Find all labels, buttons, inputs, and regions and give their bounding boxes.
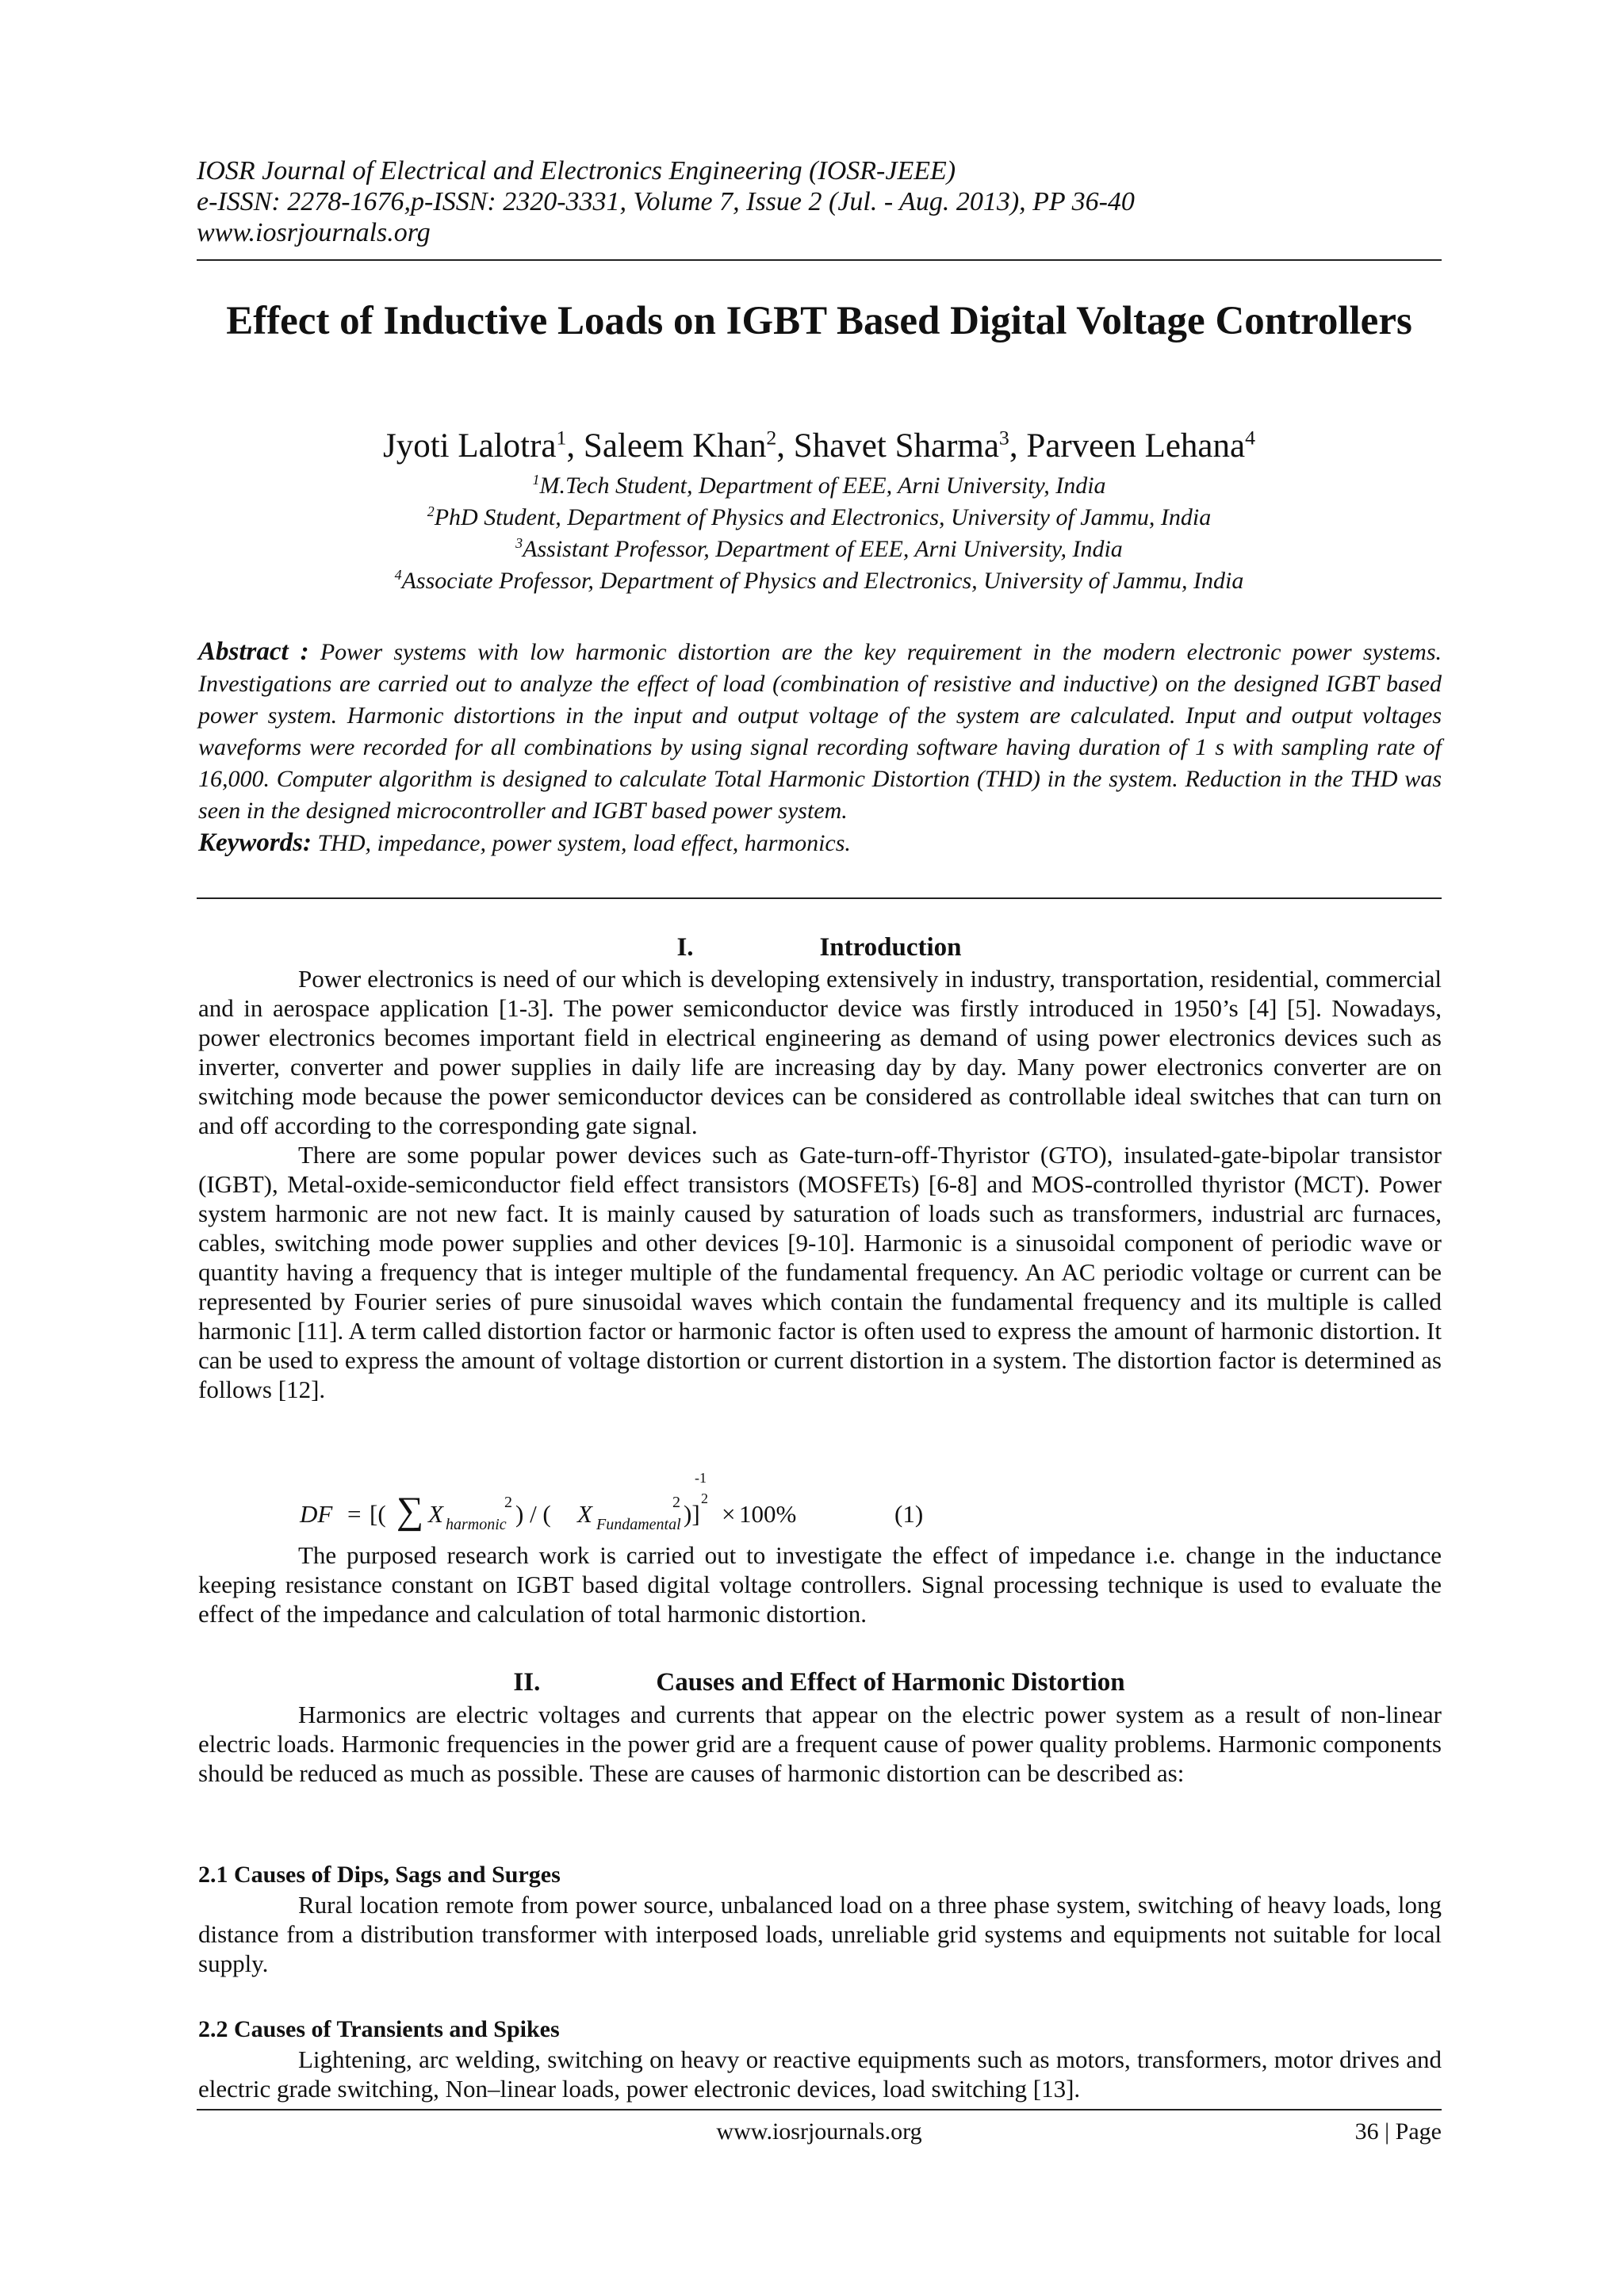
paragraph: Rural location remote from power source, unbalanced load on a three phase system, switching of heavy loads, long distance from a distribution transformer with interposed loads, unreliable grid systems and equipments not suitable for local supply. [198,1891,1442,1977]
subsection-heading-dips-sags-surges: 2.1 Causes of Dips, Sags and Surges [198,1862,561,1888]
section-title: Introduction [819,933,962,962]
author-mark: 2 [766,426,777,450]
eq-mid: ) / ( [515,1500,551,1528]
eq-var-harmonic: X [428,1500,443,1528]
eq-percent: 100% [739,1500,797,1528]
eq-sub-fundamental: Fundamental [596,1516,681,1533]
eq-times: × [722,1500,736,1528]
abstract-label: Abstract : [198,637,309,666]
author-name: Jyoti Lalotra [382,427,557,465]
page-footer [197,2115,1442,2150]
section-number: II. [513,1668,541,1697]
subsection-text-dips-sags-surges [198,1890,1442,1978]
eq-exp-denominator: 2 [701,1490,708,1506]
abstract-body [198,636,1442,827]
paper-title: Effect of Inductive Loads on IGBT Based Digital Voltage Controllers [226,299,1412,343]
keywords [198,827,1442,859]
subsection-text-transients-spikes [198,2045,1442,2103]
eq-lhs: DF [300,1500,333,1528]
affiliation-text: Associate Professor, Department of Physics and Electronics, University of Jammu, India [401,568,1244,594]
eq-sup-fundamental: 2 [672,1494,680,1511]
eq-sum-symbol: ∑ [396,1490,424,1532]
abstract-text: Power systems with low harmonic distortion are the key requirement in the modern electronic power systems. Investigations are carried out to analyze the effect of load (combination of resistive and inductive) on the designed IGBT based power system. Harmonic distortions in the input and output voltage of the system are calculated. Input and output voltages waveforms were recorded for all combinations by using signal recording software having duration of 1 s with sampling rate of 16,000. Computer algorithm is designed to calculate Total Harmonic Distortion (THD) in the system. Reduction in the THD was seen in the designed microcontroller and IGBT based power system. [198,639,1442,824]
introduction-text [198,964,1442,1404]
author-mark: 3 [998,426,1009,450]
keywords-label: Keywords: [198,828,312,857]
equation-number: (1) [894,1500,924,1528]
section-heading-introduction [197,932,1442,963]
section2-intro-text [198,1700,1442,1788]
affiliation [197,565,1442,597]
keywords-text: THD, impedance, power system, load effect, harmonics. [317,830,851,856]
introduction-text-continued [198,1540,1442,1628]
journal-issn: e-ISSN: 2278-1676,p-ISSN: 2320-3331, Volume 7, Issue 2 (Jul. - Aug. 2013), PP 36-40 [197,187,1135,216]
affiliation-text: M.Tech Student, Department of EEE, Arni University, India [539,473,1106,499]
author-name: Saleem Khan [583,427,767,465]
eq-sub-harmonic: harmonic [446,1516,507,1533]
paragraph: There are some popular power devices such as Gate-turn-off-Thyristor (GTO), insulated-gate-bipolar transistor (IGBT), Metal-oxide-semiconductor field effect transistors (MOSFETs) [6-8] and MOS-controlled thyristor (MCT). Power system harmonic are not new fact. It is mainly caused by saturation of loads such as transformers, industrial arc furnaces, cables, switching mode power supplies and other devices [9-10]. Harmonic is a sinusoidal component of periodic wave or quantity having a frequency that is integer multiple of the fundamental frequency. An AC periodic voltage or current can be represented by Fourier series of pure sinusoidal waves which contain the fundamental frequency and its multiple is called harmonic [11]. A term called distortion factor or harmonic factor is often used to express the amount of harmonic distortion. It can be used to express the amount of voltage distortion or current distortion in a system. The distortion factor is determined as follows [12]. [198,1141,1442,1403]
affiliation-mark: 4 [394,567,402,583]
author-list: Jyoti Lalotra$^1$, Saleem Khan$^2$, Shavet Sharma$^3$, Parveen Lehana$^4$ [382,426,1255,465]
equation-distortion-factor [197,1470,1442,1538]
affiliation-text: PhD Student, Department of Physics and Electronics, University of Jammu, India [434,504,1212,530]
paragraph: The purposed research work is carried out to investigate the effect of impedance i.e. change in the inductance keeping resistance constant on IGBT based digital voltage controllers. Signal processing technique is used to evaluate the effect of the impedance and calculation of total harmonic distortion. [198,1541,1442,1628]
section-heading-harmonic-distortion [197,1667,1442,1698]
affiliation [197,534,1442,565]
author-name: Shavet Sharma [793,427,999,465]
abstract [198,636,1442,859]
header-divider [197,259,1442,261]
page-number: 36 | Page [1354,2118,1442,2145]
affiliation-list [197,470,1442,597]
journal-header [197,155,1442,248]
affiliation [197,470,1442,502]
author-mark: 4 [1245,426,1255,450]
eq-sup-harmonic: 2 [504,1494,512,1511]
affiliation [197,502,1442,534]
affiliation-mark: 3 [515,535,523,551]
footer-website: www.iosrjournals.org [716,2118,922,2145]
paragraph: Power electronics is need of our which is developing extensively in industry, transportation, residential, commercial and in aerospace application [1-3]. The power semiconductor device was firstly introduced in 1950’s [4] [5]. Nowadays, power electronics becomes important field in electrical engineering as demand of using power electronics devices such as inverter, converter and power supplies in daily life are increasing day by day. Many power electronics converter are on switching mode because the power semiconductor devices can be considered as controllable ideal switches that can turn on and off according to the corresponding gate signal. [198,965,1442,1139]
author-mark: 1 [556,426,567,450]
affiliation-mark: 2 [427,503,435,519]
journal-name: IOSR Journal of Electrical and Electronics Engineering (IOSR-JEEE) [197,156,956,186]
paragraph: Lightening, arc welding, switching on heavy or reactive equipments such as motors, transformers, motor drives and electric grade switching, Non–linear loads, power electronic devices, load switching [13]. [198,2045,1442,2103]
author-name: Parveen Lehana [1026,427,1246,465]
eq-exp-numerator: -1 [695,1470,707,1486]
affiliation-mark: 1 [532,472,540,488]
eq-open: [( [370,1500,386,1528]
abstract-divider [197,897,1442,899]
subsection-heading-transients-spikes: 2.2 Causes of Transients and Spikes [198,2016,560,2042]
journal-website: www.iosrjournals.org [197,218,431,247]
section-title: Causes and Effect of Harmonic Distortion [656,1668,1125,1697]
paragraph: Harmonics are electric voltages and currents that appear on the electric power system as a result of non-linear electric loads. Harmonic frequencies in the power grid are a frequent cause of power quality problems. Harmonic components should be reduced as much as possible. These are causes of harmonic distortion can be described as: [198,1701,1442,1787]
eq-var-fundamental: X [577,1500,592,1528]
footer-divider [197,2109,1442,2110]
eq-equals: = [347,1500,362,1528]
eq-close: )] [684,1500,700,1528]
section-number: I. [676,933,694,962]
affiliation-text: Assistant Professor, Department of EEE, Arni University, India [523,536,1123,562]
